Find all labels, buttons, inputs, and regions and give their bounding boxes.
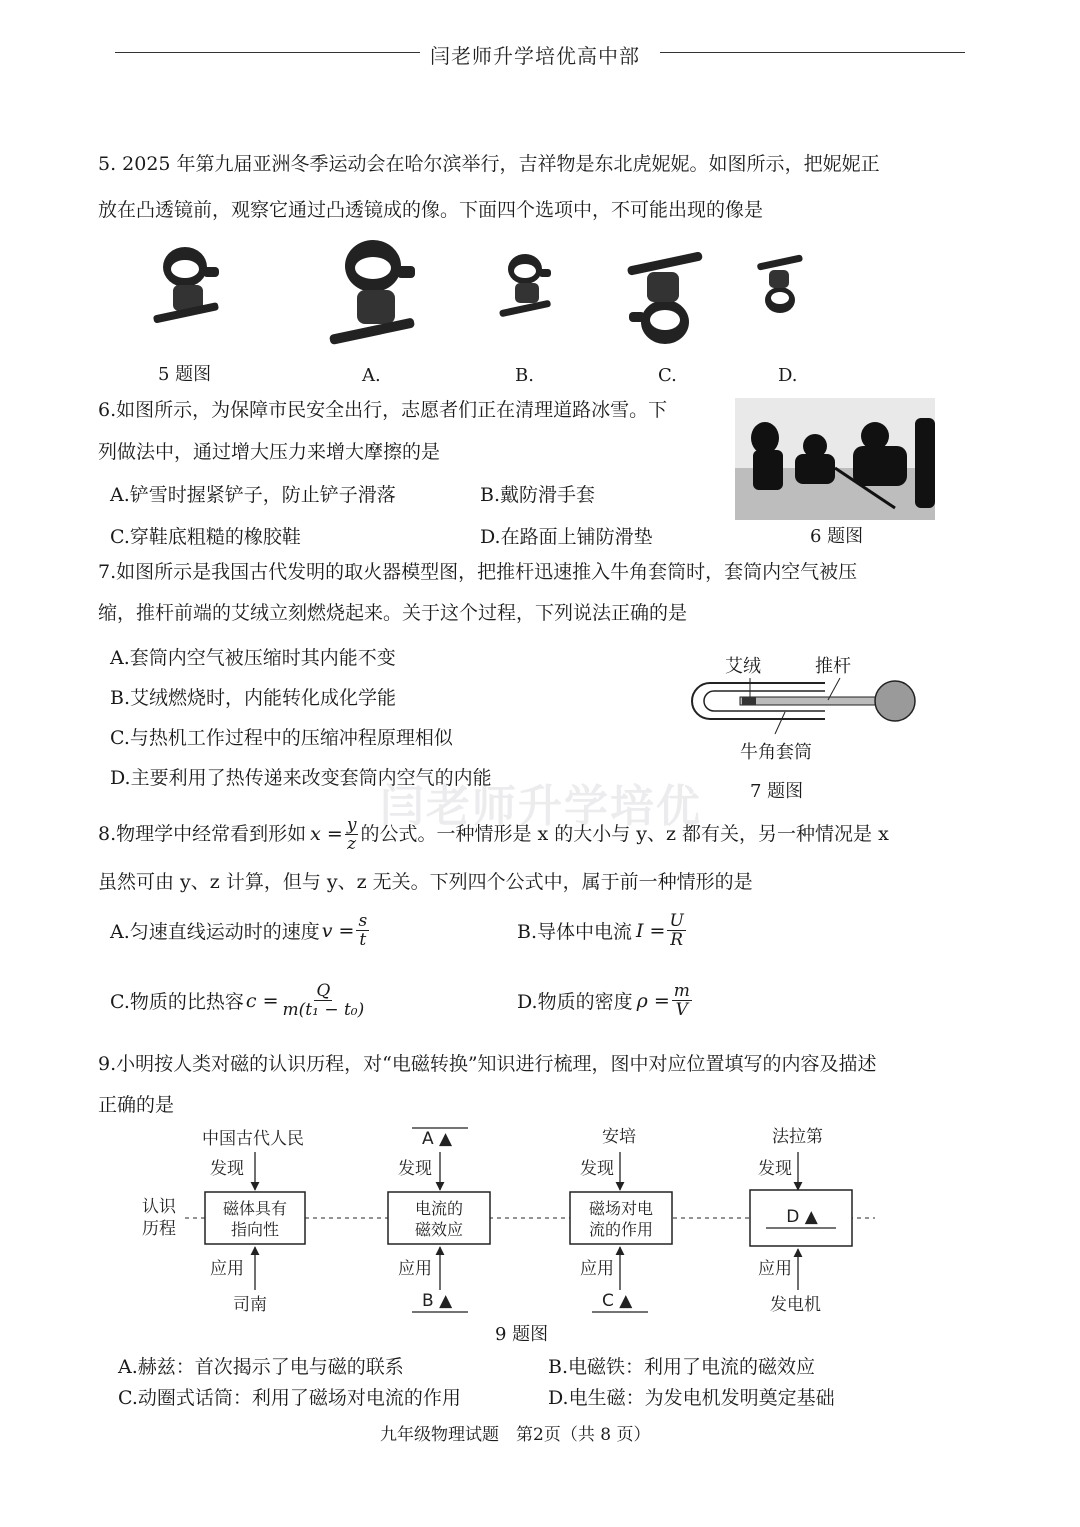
q9-axis-label-1: 认识 — [142, 1197, 176, 1217]
q8-formula-fraction — [345, 816, 359, 853]
q7-stem-line1: 7.如图所示是我国古代发明的取火器模型图，把推杆迅速推入牛角套筒时，套筒内空气被压 — [98, 561, 858, 583]
q8-formula-num: y — [346, 814, 357, 835]
q9-bottom-1: 司南 — [233, 1295, 267, 1315]
q8-option-d-lhs: ρ = — [636, 989, 670, 1012]
q6-photo — [735, 398, 935, 520]
q8-formula-den: z — [347, 833, 357, 854]
q8-option-d-num: m — [673, 981, 690, 1001]
q9-top-4: 法拉第 — [772, 1127, 823, 1147]
q8-option-a-lhs: v = — [321, 919, 355, 942]
q9-stem-line1: 9.小明按人类对磁的认识历程，对“电磁转换”知识进行梳理，图中对应位置填写的内容及描述 — [98, 1053, 877, 1075]
q7-option-d: D.主要利用了热传递来改变套筒内空气的内能 — [110, 767, 492, 789]
q9-bottom-4: 发电机 — [770, 1295, 821, 1315]
q9-axis-label-2: 历程 — [142, 1219, 176, 1239]
q9-top-1: 中国古代人民 — [202, 1129, 304, 1149]
q8-option-c-lhs: c = — [245, 989, 279, 1012]
q8-option-b-den: R — [670, 930, 684, 950]
q8-option-c-fraction — [281, 982, 367, 1019]
q6-stem-line1: 6.如图所示，为保障市民安全出行，志愿者们正在清理道路冰雪。下 — [98, 399, 668, 421]
q9-top-2: A ▲ — [422, 1129, 453, 1149]
q7-option-c: C.与热机工作过程中的压缩冲程原理相似 — [110, 727, 453, 749]
q9-bottom-2: B ▲ — [422, 1291, 453, 1311]
q5-stem-line2: 放在凸透镜前，观察它通过凸透镜成的像。下面四个选项中，不可能出现的像是 — [98, 199, 764, 221]
header-rule-left — [115, 52, 420, 53]
q9-discover-1: 发现 — [210, 1159, 244, 1179]
q5-caption-d: D. — [778, 365, 798, 386]
page-footer: 九年级物理试题 第2页（共 8 页） — [380, 1425, 651, 1445]
q9-box-1-line2: 指向性 — [230, 1220, 280, 1239]
q8-option-d — [517, 982, 694, 1019]
q8-stem-suffix: 的公式。一种情形是 x 的大小与 y、z 都有关，另一种情况是 x — [360, 823, 889, 845]
q6-option-c: C.穿鞋底粗糙的橡胶鞋 — [110, 526, 301, 548]
q7-option-b: B.艾绒燃烧时，内能转化成化学能 — [110, 687, 397, 709]
q8-option-d-fraction — [672, 982, 692, 1019]
q9-box-3-line1: 磁场对电 — [588, 1199, 654, 1218]
q5-caption-c: C. — [658, 365, 677, 386]
q5-stem-line1: 5. 2025 年第九届亚洲冬季运动会在哈尔滨举行，吉祥物是东北虎妮妮。如图所示，把妮妮正 — [98, 153, 880, 175]
q9-box-2-line2: 磁效应 — [414, 1220, 464, 1239]
q9-discover-3: 发现 — [580, 1159, 614, 1179]
q8-stem-line1 — [98, 810, 889, 858]
q8-option-b-lhs: I = — [636, 919, 666, 942]
q8-option-c-text: C.物质的比热容 — [110, 991, 244, 1013]
q9-option-a: A.赫兹：首次揭示了电与磁的联系 — [118, 1356, 404, 1378]
q8-option-b-fraction — [667, 912, 685, 949]
q9-option-c: C.动圈式话筒：利用了磁场对电流的作用 — [118, 1387, 461, 1409]
q5-image-c — [627, 251, 703, 344]
q9-apply-4: 应用 — [758, 1259, 792, 1279]
q8-stem-prefix: 8.物理学中经常看到形如 — [98, 823, 307, 845]
q6-option-d: D.在路面上铺防滑垫 — [480, 526, 653, 548]
q5-caption-a: A. — [362, 365, 381, 386]
header-rule-right — [660, 52, 965, 53]
q5-image-a — [329, 240, 415, 345]
q5-figure-row — [130, 232, 830, 362]
q9-apply-1: 应用 — [210, 1259, 244, 1279]
watermark: 闫老师升学培优 — [380, 781, 702, 832]
q7-label-ai-rong: 艾绒 — [725, 656, 761, 677]
q5-caption-figure: 5 题图 — [158, 364, 212, 385]
q6-caption: 6 题图 — [810, 526, 864, 547]
q5-caption-b: B. — [515, 365, 534, 386]
q9-stem-line2: 正确的是 — [98, 1094, 175, 1116]
q8-stem-line2: 虽然可由 y、z 计算，但与 y、z 无关。下列四个公式中，属于前一种情形的是 — [98, 871, 753, 893]
q9-discover-4: 发现 — [758, 1159, 792, 1179]
q5-image-b — [499, 254, 551, 317]
q6-option-a: A.铲雪时握紧铲子，防止铲子滑落 — [110, 484, 396, 506]
q8-option-b-text: B.导体中电流 — [517, 921, 633, 943]
q6-stem-line2: 列做法中，通过增大压力来增大摩擦的是 — [98, 441, 441, 463]
q5-image-d — [757, 254, 803, 313]
q9-bottom-3: C ▲ — [602, 1291, 633, 1311]
q8-option-a — [110, 912, 371, 949]
q5-mascot-original — [153, 247, 219, 324]
q8-option-a-num: s — [358, 911, 368, 931]
q8-option-d-text: D.物质的密度 — [517, 991, 633, 1013]
q8-option-c-num: Q — [316, 981, 331, 1001]
q9-box-2-line1: 电流的 — [414, 1199, 464, 1218]
q8-option-a-den: t — [359, 930, 367, 950]
q8-formula-lhs: x = — [310, 823, 343, 845]
q9-apply-3: 应用 — [580, 1259, 614, 1279]
q7-option-a: A.套筒内空气被压缩时其内能不变 — [110, 647, 396, 669]
q9-box-4-line1: D ▲ — [786, 1207, 818, 1227]
q9-box-1-line1: 磁体具有 — [222, 1199, 288, 1218]
q8-option-b — [517, 912, 688, 949]
q9-discover-2: 发现 — [398, 1159, 432, 1179]
q7-label-tao-tong: 牛角套筒 — [740, 742, 812, 763]
q8-option-a-text: A.匀速直线运动时的速度 — [110, 921, 320, 943]
q8-option-d-den: V — [675, 1000, 688, 1020]
header-title: 闫老师升学培优高中部 — [430, 44, 640, 68]
q8-option-c-den: m(t₁ − t₀) — [282, 1000, 365, 1020]
q8-option-a-fraction — [356, 912, 369, 949]
q8-option-b-num: U — [669, 911, 684, 931]
q9-box-3-line2: 流的作用 — [588, 1220, 654, 1239]
q6-option-b: B.戴防滑手套 — [480, 484, 596, 506]
q9-apply-2: 应用 — [398, 1259, 432, 1279]
q7-caption: 7 题图 — [750, 781, 804, 802]
q9-top-3: 安培 — [602, 1127, 636, 1147]
q9-caption: 9 题图 — [495, 1324, 549, 1345]
q7-label-tui-gan: 推杆 — [815, 656, 851, 677]
q8-option-c — [110, 982, 368, 1019]
q9-option-d: D.电生磁：为发电机发明奠定基础 — [548, 1387, 835, 1409]
q9-option-b: B.电磁铁：利用了电流的磁效应 — [548, 1356, 816, 1378]
q9-diagram — [130, 1120, 890, 1320]
q7-stem-line2: 缩，推杆前端的艾绒立刻燃烧起来。关于这个过程，下列说法正确的是 — [98, 602, 688, 624]
